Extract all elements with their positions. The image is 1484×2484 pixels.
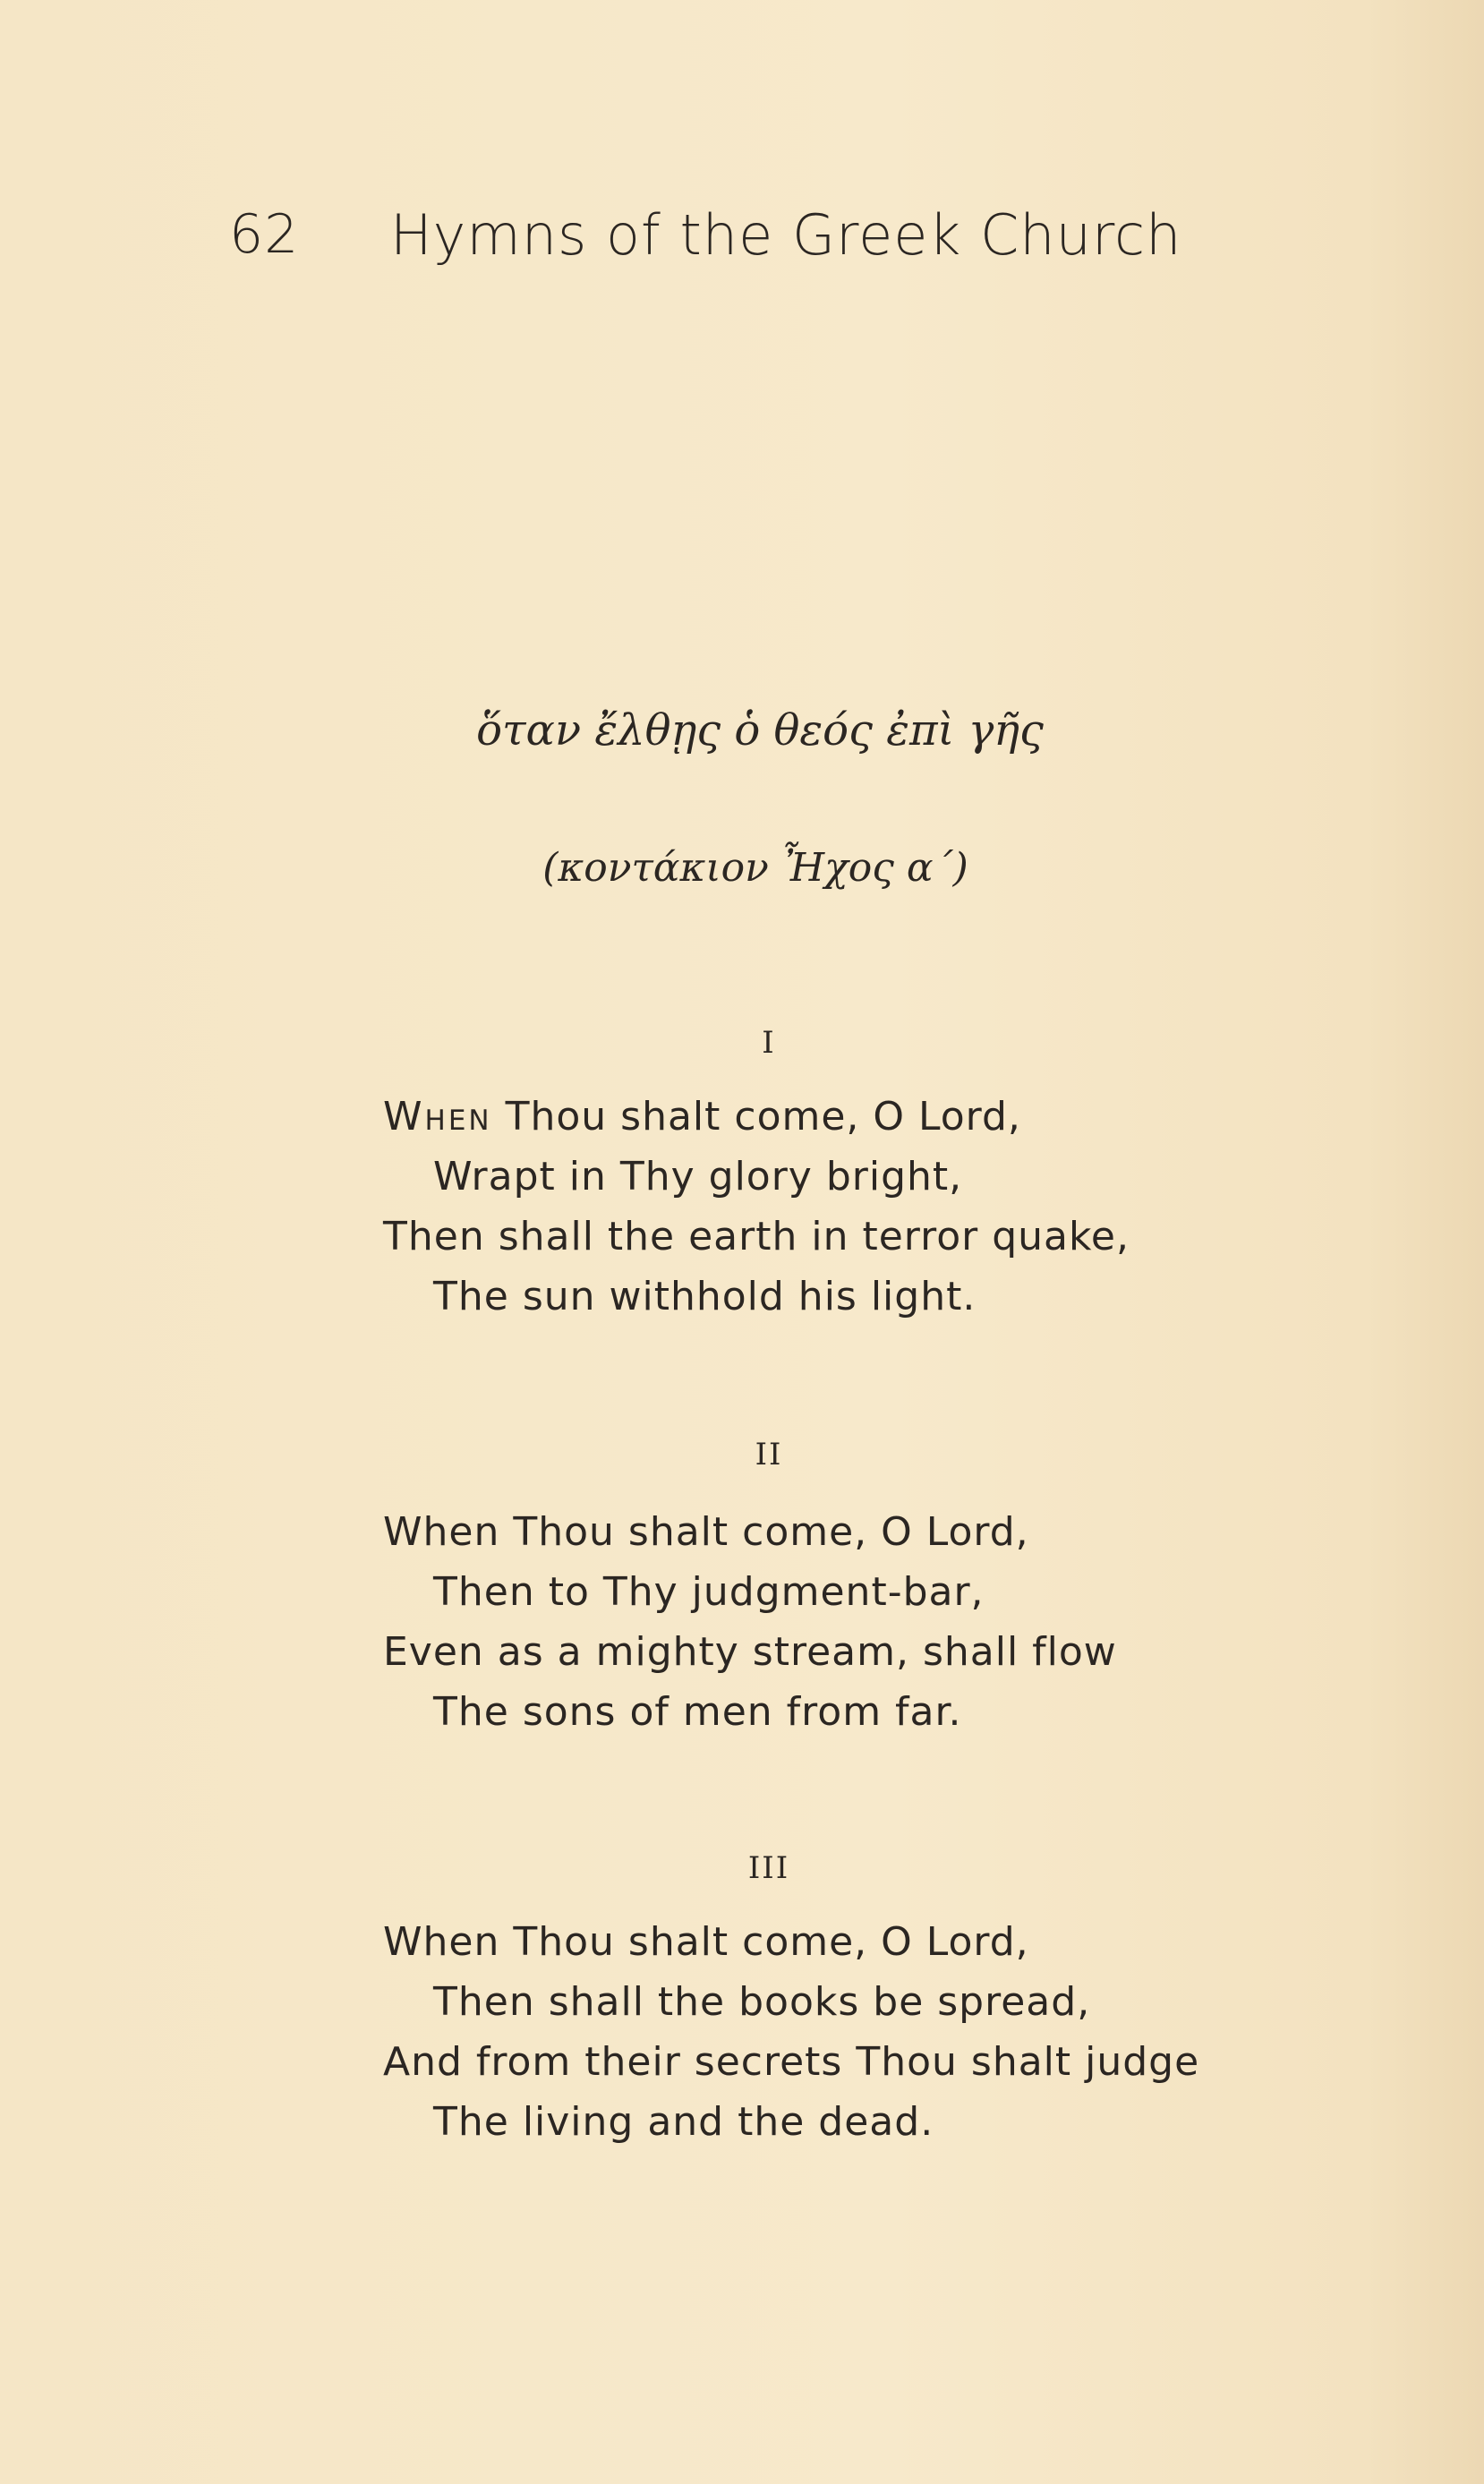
stanza-3: [383, 1912, 1278, 2152]
hymn-greek-title: ὅταν ἔλθῃς ὁ θεός ἐπὶ γῆς: [476, 705, 1044, 755]
running-title: Hymns of the Greek Church: [390, 202, 1182, 268]
stanza-2-line-2: Then to Thy judgment-bar,: [433, 1569, 985, 1615]
stanza-1-line-4: The sun withhold his light.: [433, 1274, 977, 1319]
stanza-1-line-3: Then shall the earth in terror quake,: [383, 1214, 1130, 1259]
stanza-3-line-2: Then shall the books be spread,: [433, 1979, 1091, 2025]
stanza-2: [383, 1502, 1278, 1742]
stanza-3-line-4: The living and the dead.: [433, 2099, 934, 2145]
stanza-2-line-3: Even as a mighty stream, shall flow: [383, 1629, 1117, 1675]
stanza-2-line-1: When Thou shalt come, O Lord,: [383, 1509, 1029, 1555]
page-number: 62: [229, 203, 300, 266]
stanza-1-lead-word: When: [383, 1094, 492, 1140]
stanza-2-line-4: The sons of men from far.: [433, 1689, 962, 1735]
stanza-1-line-2: Wrapt in Thy glory bright,: [433, 1154, 963, 1199]
stanza-number-2: II: [755, 1437, 783, 1472]
stanza-1: [383, 1087, 1278, 1327]
stanza-1-line-1: [383, 1087, 1278, 1147]
stanza-number-1: I: [762, 1025, 776, 1061]
stanza-number-3: III: [747, 1850, 790, 1886]
hymn-greek-subtitle: (κοντάκιον Ἦχος α΄): [542, 845, 968, 891]
stanza-1-line-1-text: Thou shalt come, O Lord,: [505, 1094, 1021, 1140]
stanza-3-line-1: When Thou shalt come, O Lord,: [383, 1919, 1029, 1965]
stanza-3-line-3: And from their secrets Thou shalt judge: [383, 2039, 1200, 2085]
